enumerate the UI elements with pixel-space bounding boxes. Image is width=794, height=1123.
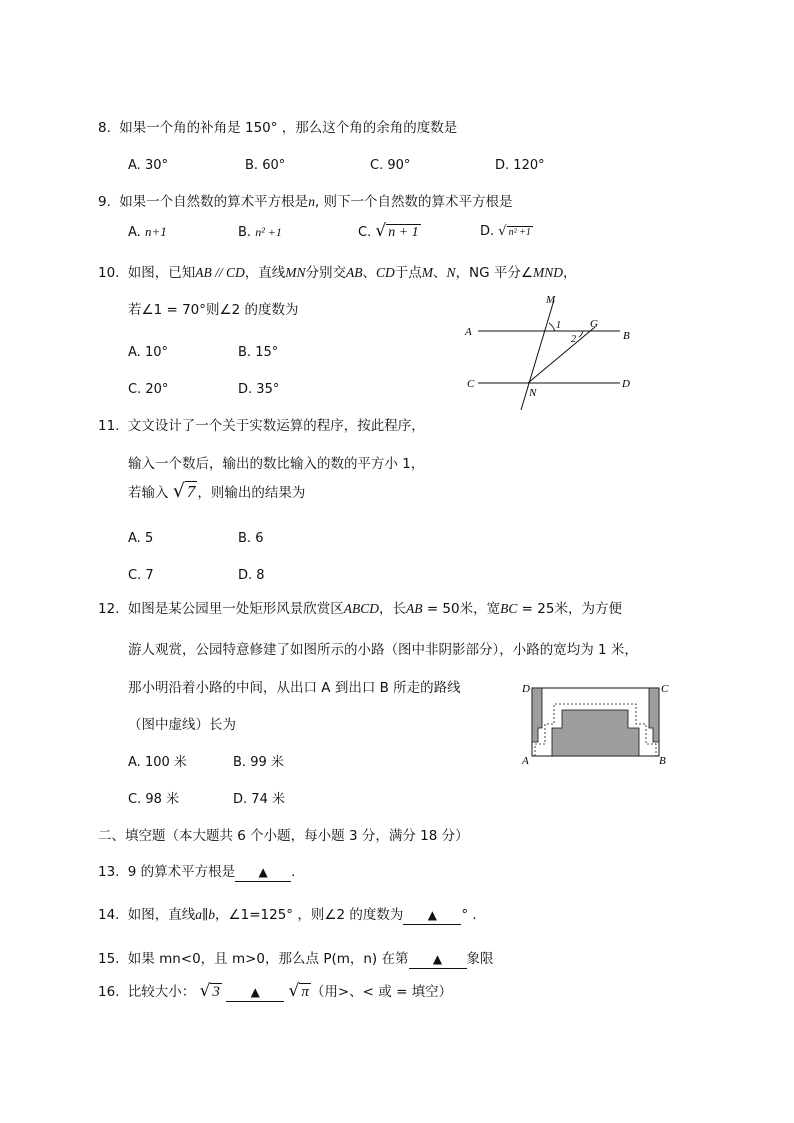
angle-2-arc xyxy=(579,331,583,337)
label-angle-1: 1 xyxy=(556,320,561,331)
q16-number: 16. xyxy=(98,984,120,1000)
q8-stem xyxy=(98,119,457,137)
q16-blank[interactable]: ▲ xyxy=(226,983,284,1002)
q12-number: 12. xyxy=(98,601,120,617)
q11-stem-line2: 输入一个数后，输出的数比输入的数的平方小 1， xyxy=(128,456,425,472)
q15-number: 15. xyxy=(98,951,120,967)
shaded-center xyxy=(552,710,639,756)
q10-option-d: D. 35° xyxy=(238,382,280,397)
q16-radical-3: √ 3 xyxy=(199,981,220,1001)
q12-option-a: A. 100 米 xyxy=(128,755,187,770)
q9-number: 9. xyxy=(98,194,111,210)
q11-radical: √ 7 xyxy=(172,480,196,502)
q9-stem: 9. 如果一个自然数的算术平方根是n, 则下一个自然数的算术平方根是 xyxy=(98,194,513,210)
q8-option-c: C. 90° xyxy=(370,158,411,173)
label-n: N xyxy=(529,387,537,399)
q12-stem-line1: 12. 如图是某公园里一处矩形风景欣赏区ABCD，长AB = 50米，宽BC = 25米，为方便 xyxy=(98,601,622,617)
label-d: D xyxy=(622,378,630,390)
label-d: D xyxy=(522,683,530,695)
q8-text: 如果一个角的补角是 150° ，那么这个角的余角的度数是 xyxy=(119,120,458,136)
q11-option-c: C. 7 xyxy=(128,568,154,583)
q12-option-b: B. 99 米 xyxy=(233,755,284,770)
q11-option-d: D. 8 xyxy=(238,568,265,583)
q11-stem-line3: 若输入 √ 7 ，则输出的结果为 xyxy=(128,480,306,502)
q8-option-a: A. 30° xyxy=(128,158,168,173)
q12-option-d: D. 74 米 xyxy=(233,792,285,807)
q9-option-a: A. n+1 xyxy=(128,224,167,240)
q13-blank[interactable]: ▲ xyxy=(235,863,291,882)
label-m: M xyxy=(546,294,556,306)
q16-line: 16. 比较大小： √ 3 ▲ √ π （用>、< 或 = 填空） xyxy=(98,981,453,1001)
q16-radical-pi: √ π xyxy=(288,981,309,1001)
q10-option-b: B. 15° xyxy=(238,345,279,360)
label-g: G xyxy=(590,318,598,330)
q11-number: 11. xyxy=(98,418,120,434)
label-a: A xyxy=(465,326,472,338)
q12-figure xyxy=(518,680,673,770)
label-b: B xyxy=(659,755,666,767)
q12-stem-line4: （图中虚线）长为 xyxy=(128,717,236,733)
q12-option-c: C. 98 米 xyxy=(128,792,180,807)
q10-option-c: C. 20° xyxy=(128,382,169,397)
section2-heading: 二、填空题（本大题共 6 个小题，每小题 3 分，满分 18 分） xyxy=(98,828,469,844)
label-a: A xyxy=(522,755,529,767)
q15-line: 15. 如果 mn<0，且 m>0，那么点 P(m，n) 在第 ▲ 象限 xyxy=(98,951,494,967)
q14-blank[interactable]: ▲ xyxy=(403,906,461,925)
q14-line: 14. 如图，直线a∥b，∠1=125° ，则∠2 的度数为 ▲ ° . xyxy=(98,907,477,923)
q10-stem-line2: 若∠1 = 70°则∠2 的度数为 xyxy=(128,302,299,318)
q8-number: 8. xyxy=(98,120,111,136)
q9-option-c: C. √ n + 1 xyxy=(358,221,419,241)
line-mn xyxy=(521,300,554,410)
q10-figure xyxy=(460,290,640,412)
q15-blank[interactable]: ▲ xyxy=(409,950,467,969)
q14-number: 14. xyxy=(98,907,120,923)
q10-number: 10. xyxy=(98,265,120,281)
q13-number: 13. xyxy=(98,864,120,880)
q12-stem-line2: 游人观赏，公园特意修建了如图所示的小路（图中非阴影部分），小路的宽均为 1 米， xyxy=(128,642,638,658)
q11-option-a: A. 5 xyxy=(128,531,154,546)
q9-option-d: D. √ n² +1 xyxy=(480,223,533,242)
q12-stem-line3: 那小明沿着小路的中间，从出口 A 到出口 B 所走的路线 xyxy=(128,680,461,696)
q8-option-d: D. 120° xyxy=(495,158,545,173)
q9-var: n xyxy=(308,194,315,209)
q11-option-b: B. 6 xyxy=(238,531,264,546)
label-c: C xyxy=(467,378,475,390)
q11-stem-line1: 11. 文文设计了一个关于实数运算的程序，按此程序， xyxy=(98,418,425,434)
label-angle-2: 2 xyxy=(571,334,576,345)
q9-option-d-radical: √ n² +1 xyxy=(498,224,531,239)
label-c: C xyxy=(661,683,669,695)
q8-option-b: B. 60° xyxy=(245,158,286,173)
ray-ng xyxy=(528,327,595,383)
q13-line: 13. 9 的算术平方根是 ▲ . xyxy=(98,864,296,880)
angle-1-arc xyxy=(549,323,555,331)
q9-option-c-radical: √ n + 1 xyxy=(375,221,419,241)
q10-stem-line1: 10. 如图，已知AB // CD，直线MN分别交AB、CD于点M、N，NG 平分∠MND， xyxy=(98,265,577,281)
q9-option-b: B. n² +1 xyxy=(238,225,282,240)
label-b: B xyxy=(623,330,630,342)
q10-option-a: A. 10° xyxy=(128,345,168,360)
